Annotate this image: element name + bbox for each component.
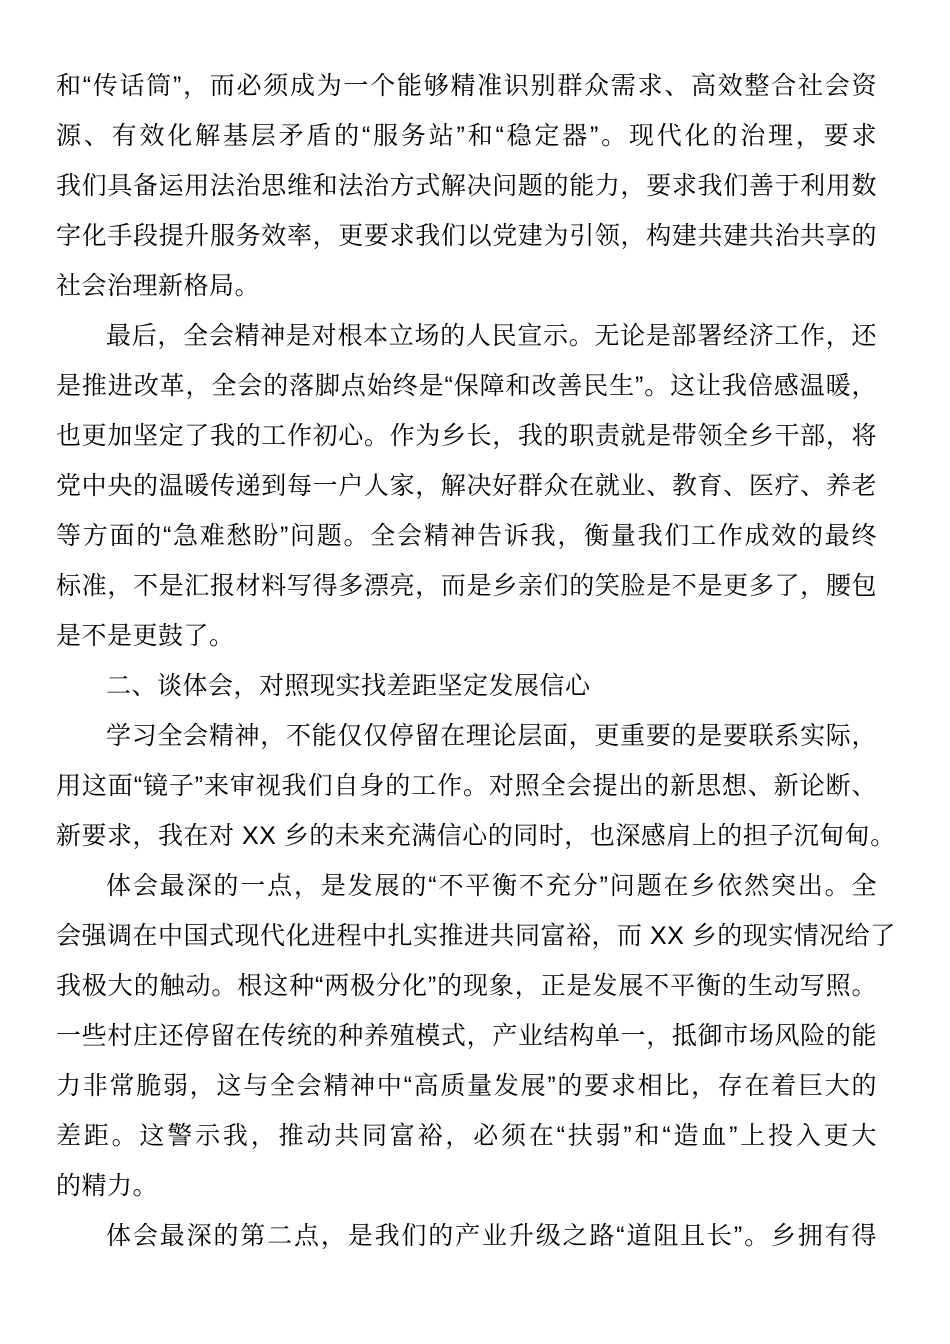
text-line: 字化手段提升服务效率，更要求我们以党建为引领，构建共建共治共享的 bbox=[56, 222, 877, 250]
text-line: 和“传话筒”，而必须成为一个能够精准识别群众需求、高效整合社会资 bbox=[56, 72, 877, 100]
text-line: 一些村庄还停留在传统的种养殖模式，产业结构单一，抵御市场风险的能 bbox=[56, 1022, 877, 1050]
text-line: 源、有效化解基层矛盾的“服务站”和“稳定器”。现代化的治理，要求 bbox=[56, 122, 877, 150]
text-line: 力非常脆弱，这与全会精神中“高质量发展”的要求相比，存在着巨大的 bbox=[56, 1072, 877, 1100]
text-line: 等方面的“急难愁盼”问题。全会精神告诉我，衡量我们工作成效的最终 bbox=[56, 522, 877, 550]
section-heading: 二、谈体会，对照现实找差距坚定发展信心 bbox=[106, 672, 591, 700]
text-line: 的精力。 bbox=[56, 1172, 159, 1200]
text-line: 党中央的温暖传递到每一户人家，解决好群众在就业、教育、医疗、养老 bbox=[56, 472, 877, 500]
text-line: 是不是更鼓了。 bbox=[56, 622, 235, 650]
text-line: 会强调在中国式现代化进程中扎实推进共同富裕，而 XX 乡的现实情况给了 bbox=[56, 922, 896, 950]
text-line: 我极大的触动。根这种“两极分化”的现象，正是发展不平衡的生动写照。 bbox=[56, 972, 877, 1000]
text-line: 用这面“镜子”来审视我们自身的工作。对照全会提出的新思想、新论断、 bbox=[56, 772, 877, 800]
text-line: 标准，不是汇报材料写得多漂亮，而是乡亲们的笑脸是不是更多了，腰包 bbox=[56, 572, 877, 600]
text-line: 新要求，我在对 XX 乡的未来充满信心的同时，也深感肩上的担子沉甸甸。 bbox=[56, 822, 896, 850]
text-line: 我们具备运用法治思维和法治方式解决问题的能力，要求我们善于利用数 bbox=[56, 172, 877, 200]
document-text-block bbox=[56, 61, 896, 1261]
text-line: 社会治理新格局。 bbox=[56, 272, 261, 300]
text-line: 也更加坚定了我的工作初心。作为乡长，我的职责就是带领全乡干部，将 bbox=[56, 422, 877, 450]
text-line: 学习全会精神，不能仅仅停留在理论层面，更重要的是要联系实际， bbox=[106, 722, 877, 750]
text-line: 是推进改革，全会的落脚点始终是“保障和改善民生”。这让我倍感温暖， bbox=[56, 372, 877, 400]
text-line: 差距。这警示我，推动共同富裕，必须在“扶弱”和“造血”上投入更大 bbox=[56, 1122, 877, 1150]
text-line: 体会最深的一点，是发展的“不平衡不充分”问题在乡依然突出。全 bbox=[106, 872, 877, 900]
text-line: 体会最深的第二点，是我们的产业升级之路“道阻且长”。乡拥有得 bbox=[106, 1222, 877, 1250]
text-line: 最后，全会精神是对根本立场的人民宣示。无论是部署经济工作，还 bbox=[106, 322, 877, 350]
